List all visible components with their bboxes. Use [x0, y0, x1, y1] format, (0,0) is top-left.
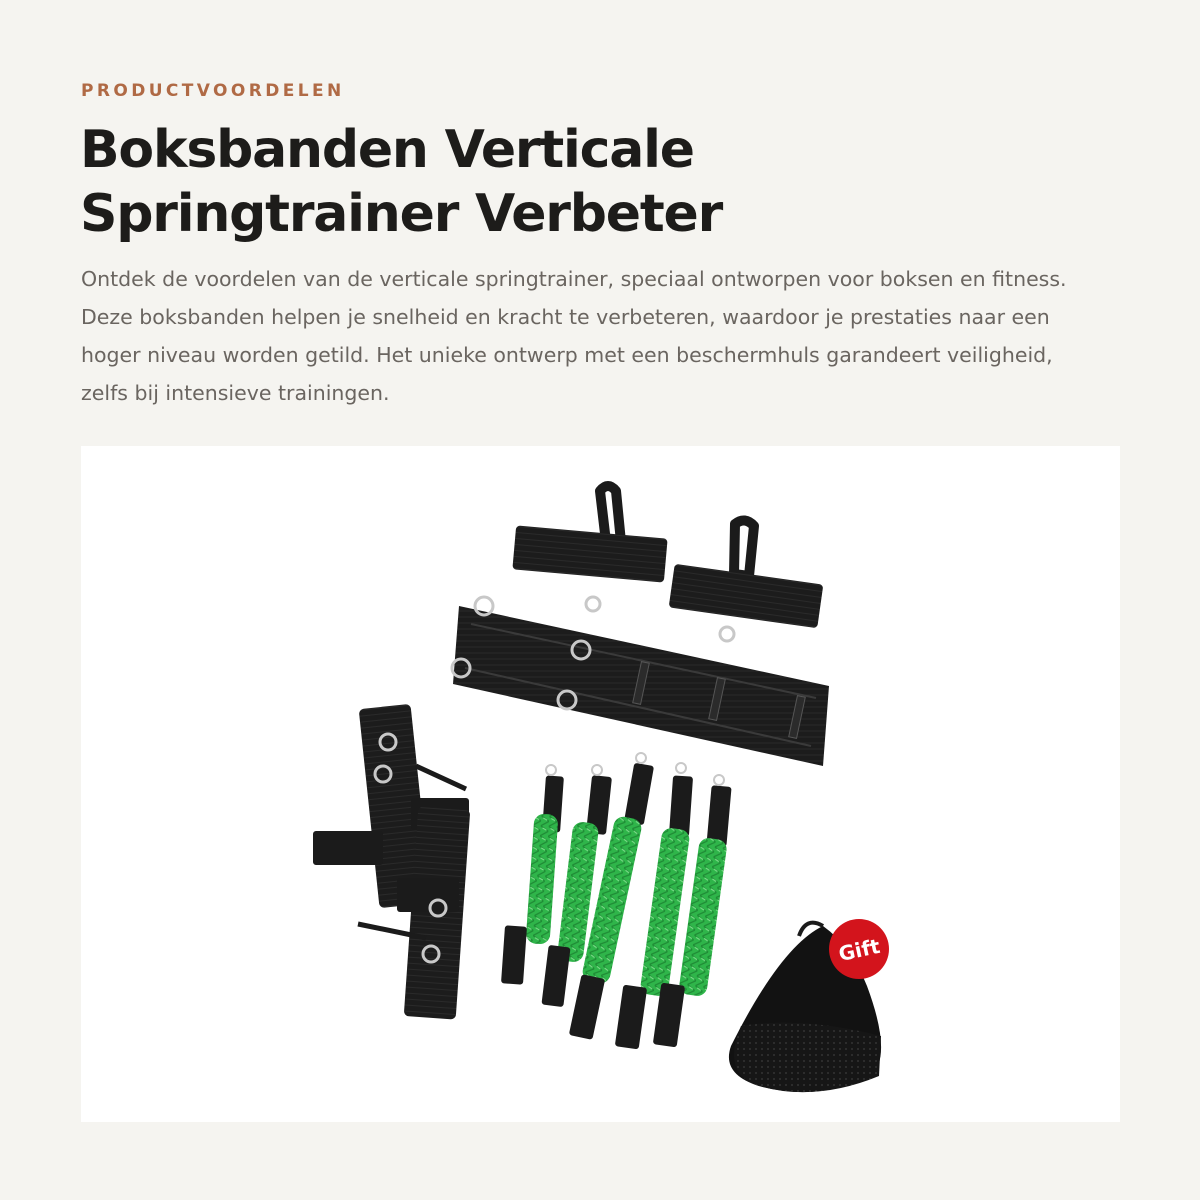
product-illustration	[81, 446, 1120, 1122]
gift-badge	[829, 919, 889, 979]
ankle-strap-left	[512, 486, 667, 611]
gift-badge-label: Gift	[836, 933, 883, 967]
section-description: Ontdek de voordelen van de verticale springtrainer, speciaal ontworpen voor boksen en fitness. Deze boksbanden helpen je snelheid en kracht te verbeteren, waardoor je prestaties naar een hoger niveau worden getild. Het unieke ontwerp met een beschermhuls garandeert veiligheid, zelfs bij intensieve trainingen.	[81, 267, 1067, 405]
title-line-1: Boksbanden Verticale	[80, 120, 694, 180]
product-image	[81, 446, 1120, 1122]
section-eyebrow: PRODUCTVOORDELEN	[81, 81, 345, 101]
ankle-strap-right	[669, 520, 824, 641]
title-line-2: Springtrainer Verbeter	[80, 184, 723, 244]
page-title	[80, 118, 980, 246]
waist-belt	[452, 597, 829, 766]
